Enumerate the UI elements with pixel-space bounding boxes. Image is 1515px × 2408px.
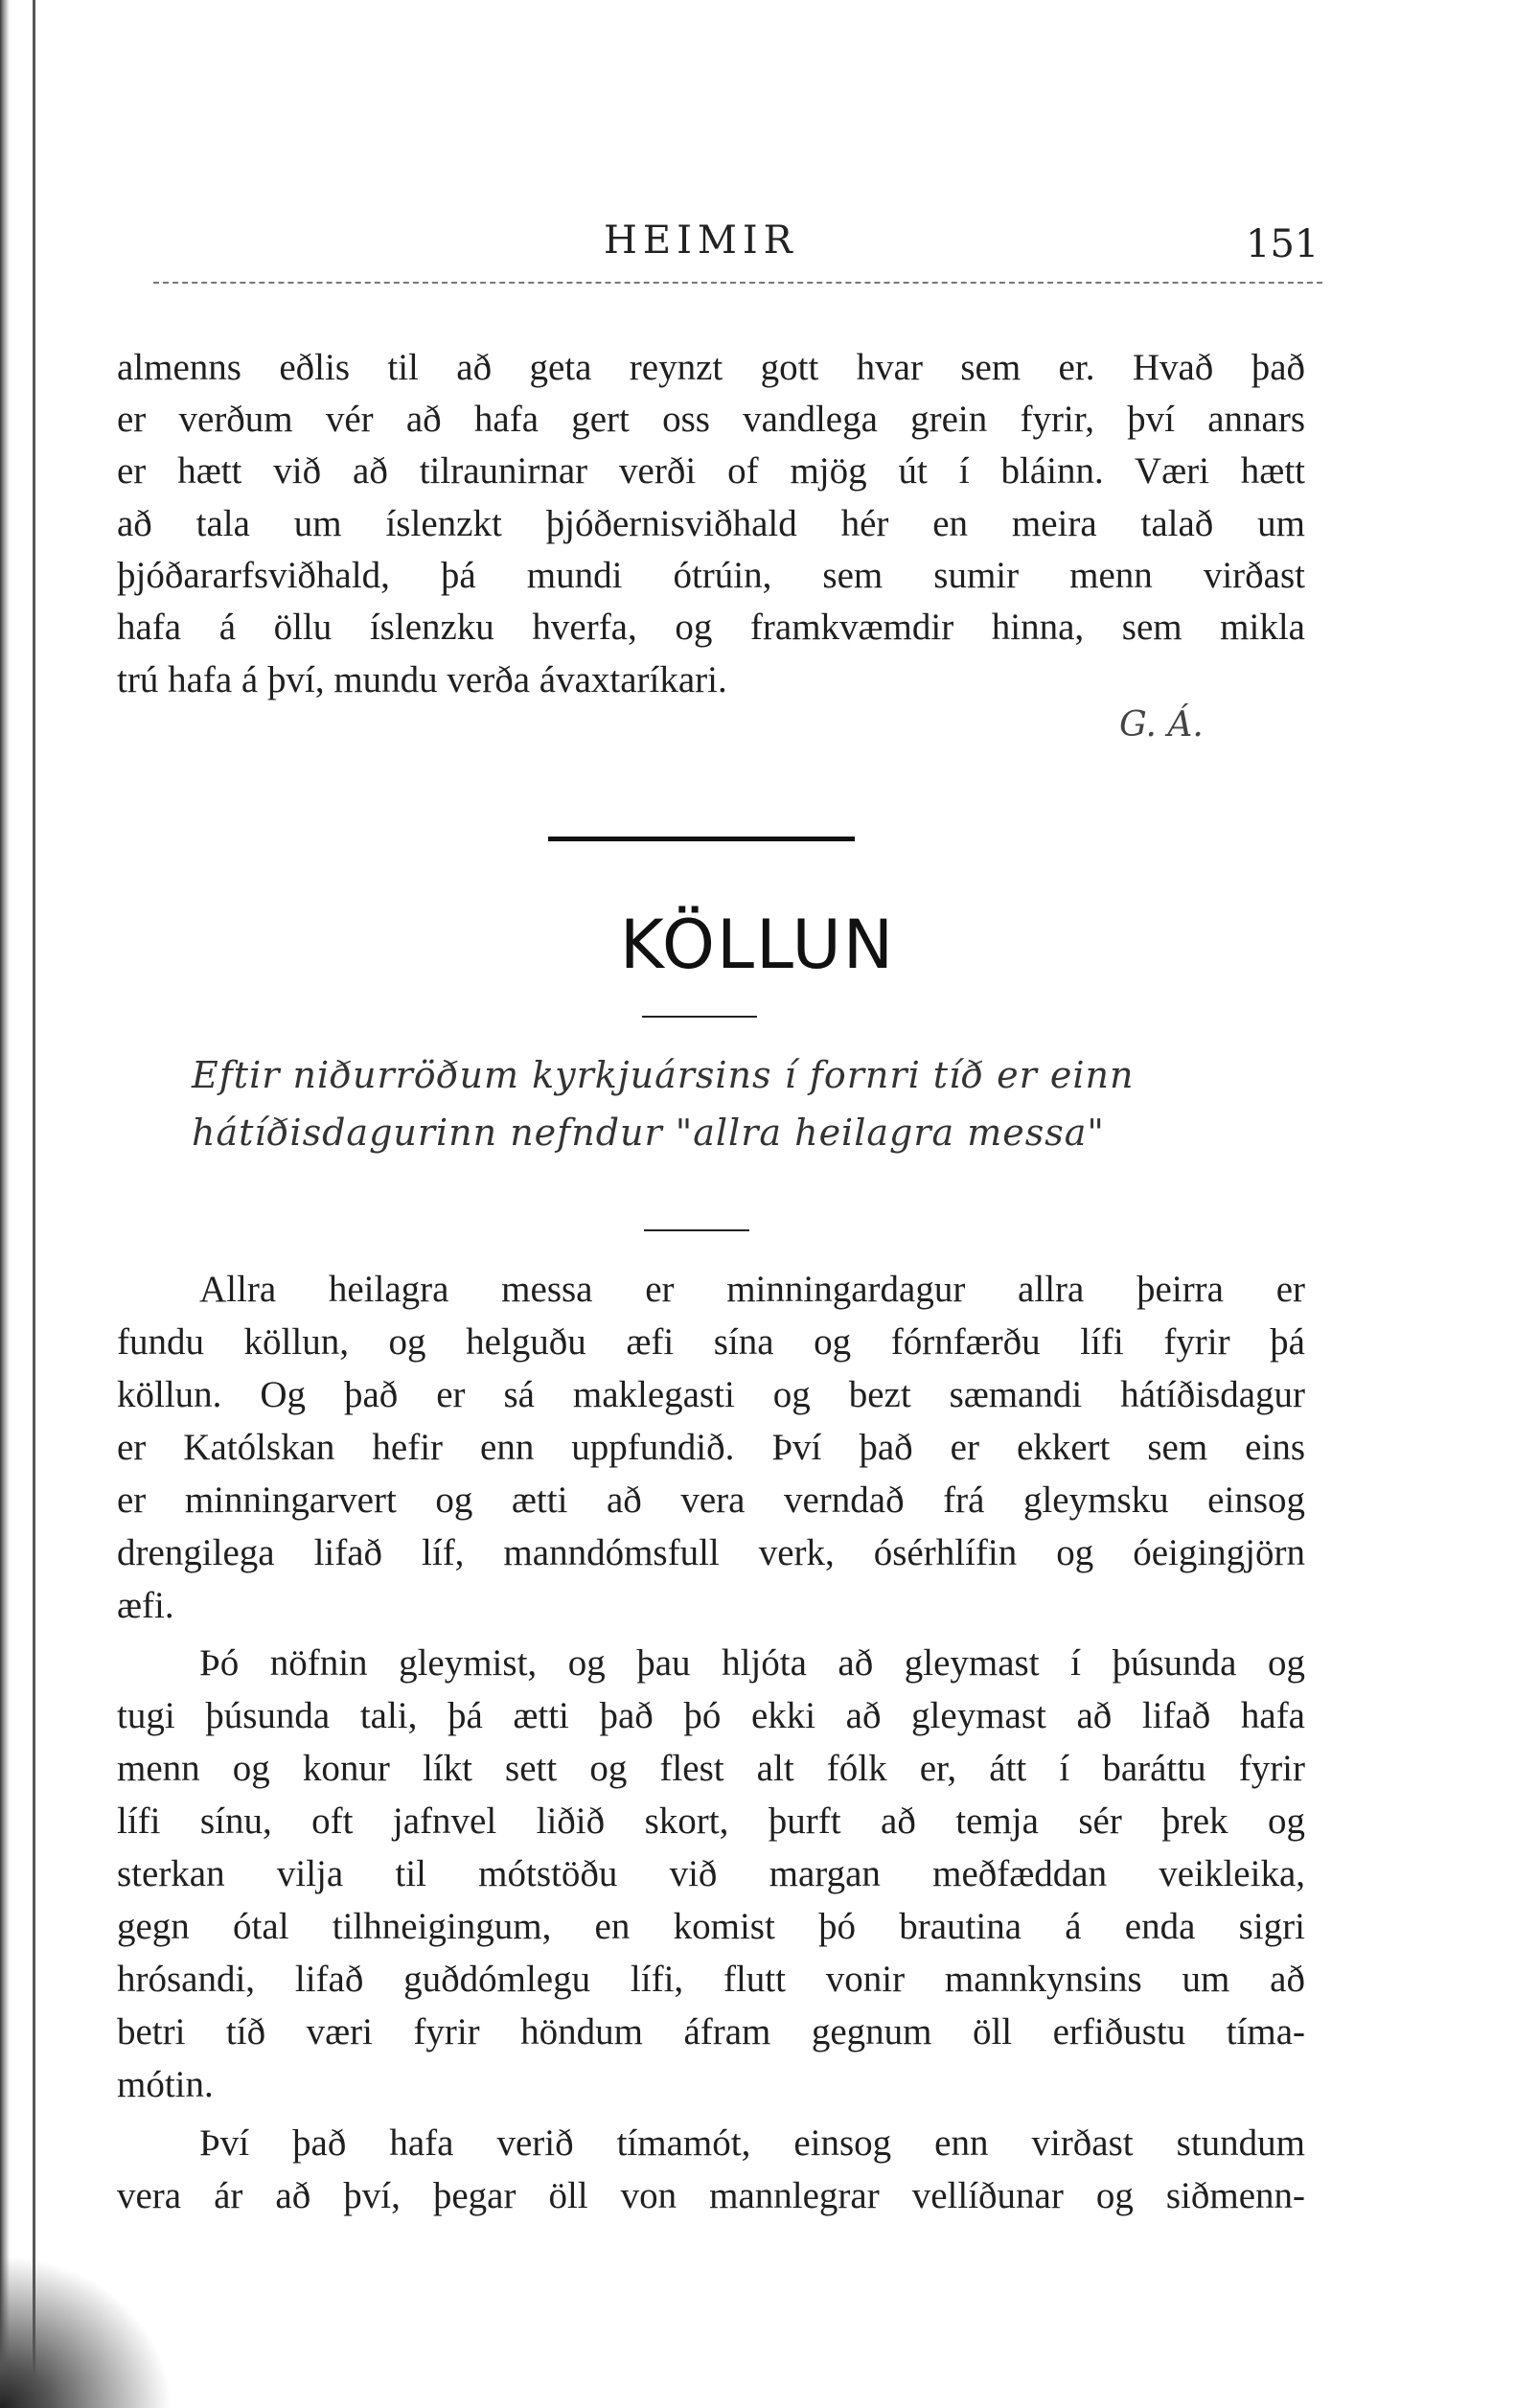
page-corner-shadow [0,2255,172,2408]
subtitle-rule [644,1229,749,1231]
text-line: Þó nöfnin gleymist, og þau hljóta að gleymast í þúsunda og [199,1642,1305,1684]
text-line: köllun. Og það er sá maklegasti og bezt sæmandi hátíðisdagur [117,1374,1305,1415]
text-line: gegn ótal tilhneigingum, en komist þó brautina á enda sigri [117,1906,1305,1947]
text-line: er hætt við að tilraunirnar verði of mjög út í bláinn. Væri hætt [117,450,1305,492]
running-title: HEIMIR [604,218,798,263]
text-line: mótin. [117,2064,214,2105]
title-rule [642,1016,757,1018]
text-line: að tala um íslenzkt þjóðernisviðhald hér en meira talað um [117,503,1305,544]
text-line: sterkan vilja til mótstöðu við margan meðfæddan veikleika, [117,1853,1305,1894]
text-line: Allra heilagra messa er minningardagur allra þeirra er [199,1269,1305,1310]
text-line: vera ár að því, þegar öll von mannlegrar vellíðunar og siðmenn- [117,2175,1305,2216]
text-line: Því það hafa verið tímamót, einsog enn virðast stundum [199,2122,1305,2164]
text-line: tugi þúsunda tali, þá ætti það þó ekki að gleymast að lifað hafa [117,1695,1305,1736]
text-line: hafa á öllu íslenzku hverfa, og framkvæmdir hinna, sem mikla [117,607,1305,648]
text-line: betri tíð væri fyrir höndum áfram gegnum öll erfiðustu tíma- [117,2011,1305,2053]
header-rule [153,282,1322,284]
text-line: almenns eðlis til að geta reynzt gott hvar sem er. Hvað það [117,347,1305,388]
page-number: 151 [1246,222,1320,266]
text-line: þjóðararfsviðhald, þá mundi ótrúin, sem sumir menn virðast [117,555,1305,596]
text-line: menn og konur líkt sett og flest alt fólk er, átt í baráttu fyrir [117,1748,1305,1789]
text-line: er Katólskan hefir enn uppfundið. Því það er ekkert sem eins [117,1427,1305,1468]
text-line: fundu köllun, og helguðu æfi sína og fórnfærðu lífi fyrir þá [117,1321,1305,1363]
author-signature: G. Á. [1119,705,1204,745]
article-title: KÖLLUN [619,906,896,984]
text-line: æfi. [117,1585,174,1626]
page-spine-edge [33,0,35,2408]
article-subtitle-line: hátíðisdagurinn nefndur "allra heilagra messa" [192,1112,1105,1154]
text-line: drengilega lifað líf, manndómsfull verk, ósérhlífin og óeigingjörn [117,1532,1305,1573]
text-line: trú hafa á því, mundu verða ávaxtaríkari. [117,659,727,700]
text-line: hrósandi, lifað guðdómlegu lífi, flutt vonir mannkynsins um að [117,1959,1305,2000]
text-line: er verðum vér að hafa gert oss vandlega grein fyrir, því annars [117,399,1305,440]
text-line: lífi sínu, oft jafnvel liðið skort, þurft að temja sér þrek og [117,1800,1305,1842]
article-subtitle-line: Eftir niðurröðum kyrkjuársins í fornri tíð er einn [192,1054,1135,1096]
text-line: er minningarvert og ætti að vera verndað frá gleymsku einsog [117,1479,1305,1521]
section-divider [548,837,855,841]
